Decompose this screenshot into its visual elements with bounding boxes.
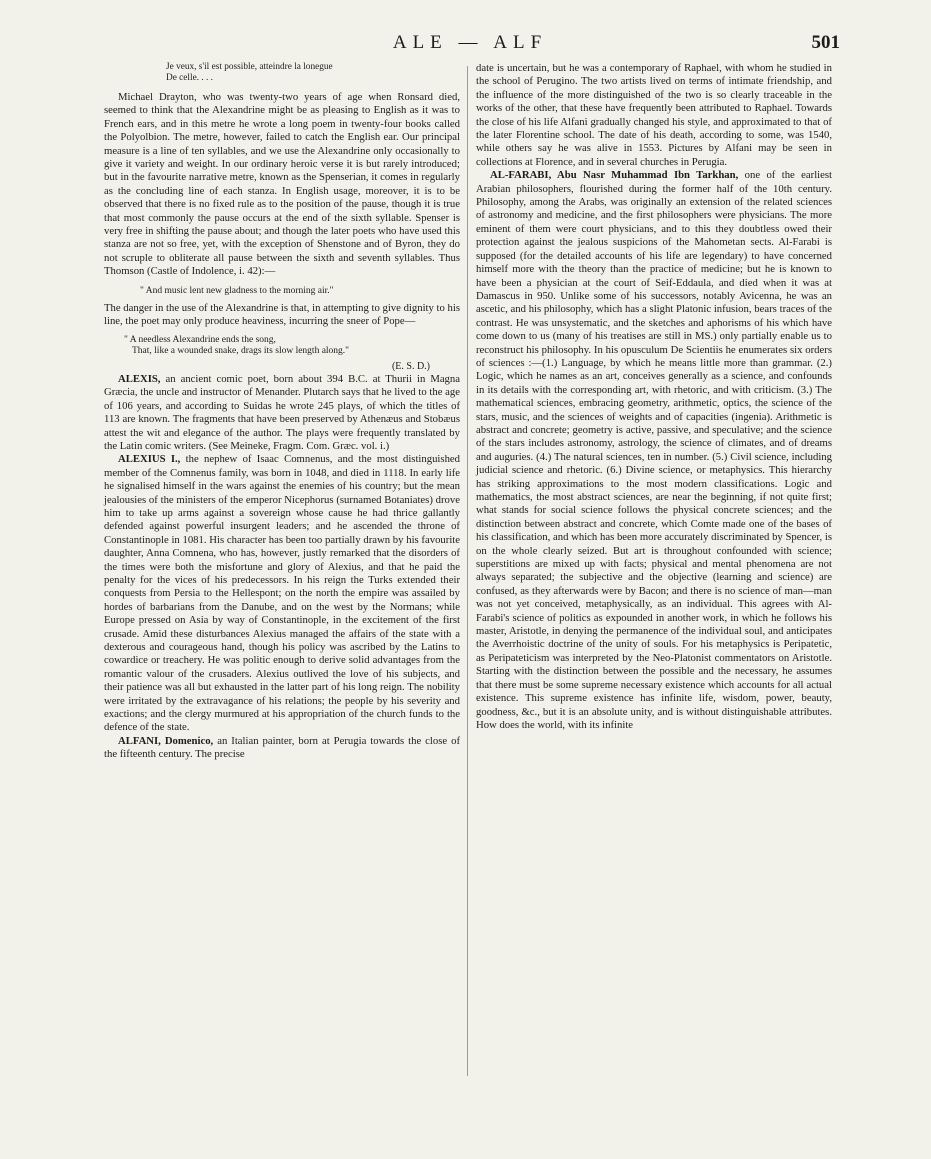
entry-text: an ancient comic poet, born about 394 B.C. at Thurii in Magna Græcia, the uncle and instructor of Menander. Plutarch says that he lived to the age of 106 years, and according to Suidas he wrote 245 plays, of which the titles of 113 are known. The fragments that have been preserved by Athenæus and Stobæus attest the wit and elegance of the author. The plays were frequently translated by the Latin comic writers. (See Meineke, Fragm. Com. Græc. vol. i.): [104, 372, 460, 452]
entry-text: an Italian painter, born at Perugia towards the close of the fifteenth century. The precise: [104, 734, 460, 761]
running-head: ALE — ALF: [392, 32, 548, 53]
entry-alexius: [104, 453, 460, 735]
verse-line: Je veux, s'il est possible, atteindre la lonegue: [166, 62, 333, 72]
quote-pope: [124, 335, 460, 358]
quote-line: " A needless Alexandrine ends the song,: [124, 334, 276, 345]
headword: ALEXIS,: [118, 372, 161, 385]
entry-alfarabi: [476, 169, 832, 732]
paragraph-danger: The danger in the use of the Alexandrine is that, in attempting to give dignity to his line, the poet may only produce heaviness, incurring the sneer of Pope—: [104, 301, 460, 328]
headword: ALFANI, Domenico,: [118, 734, 214, 747]
headword: ALEXIUS I.,: [118, 453, 181, 466]
right-column: [476, 62, 832, 732]
entry-text: one of the earliest Arabian philosophers, flourished during the former half of the 10th century. Philosophy, among the Arabs, was originally an extension of the related sciences of astronomy and medicine, and the first philosophers were physicians. The more eminent of them were court physicians, and to this they doubtless owed their protection against the jealous suspicions of the Mahometan sects. Al-Farabi is supposed (for the detailed accounts of his life are legendary) to have concerned himself more with the theory than the practice of medicine; but he is known to have been a physician at the court of Seif-Eddaula, and died when it was at Damascus in 950. Unlike some of his successors, notably Avicenna, he was an ascetic, and his philosophy, which has a slight Platonic infusion, bears traces of the contrast. He was unsystematic, and the sketches and aphorisms of his which have come down to us (many of his treatises are still in MS.) only partially enable us to reconstruct his philosophy. In his opusculum De Scientiis he enumerates six orders of sciences :—(1.) Language, by which he means little more than grammar. (2.) Logic, which he names as an art, conceives generally as a science, and confounds in its details with the corresponding art, with rhetoric, and with criticism. (3.) The mathematical sciences, embracing geometry, arithmetic, optics, the science of the stars, music, and the sciences of weights and of capacities (ingenia). Arithmetic is abstract and concrete; geometry is active, passive, and speculative; and the science of the stars includes astronomy, astrology, the science of climates, and of dreams and auguries. (4.) The natural sciences, ten in number. (5.) Civil science, including judicial science and rhetoric. (6.) Divine science, or metaphysics. This hierarchy has striking approximations to the most modern classifications. Logic and mathematics, the most abstract sciences, are near the beginning, if not quite first; what stands for social science follows the physical concrete sciences; and the distinction between abstract and concrete, which Comte made one of the bases of his classification, and which has been more accurately discriminated by Spencer, is on the whole clearly seized. But art is throughout confounded with science; superstitions are mixed up with facts; physical and mental phenomena are not always separated; the subjective and the objective (learning and science) are confused, as they afterwards were by Bacon; and there is no science of man—man was not yet conceived, metaphysically, as an individual. This agrees with Al-Farabi's science of politics as expounded in another work, in which he follows his master, Aristotle, in denying the permanence of the individual soul, and anticipates the Averrhoistic doctrine of the unity of souls. For his metaphysics is Peripatetic, as Peripateticism was interpreted by the Neo-Platonist commentators on Aristotle. Starting with the distinction between the possible and the necessary, he assumes that there must be some supreme necessary existence which accounts for all actual existence. This supreme existence has infinite life, wisdom, power, beauty, goodness, &c., but it is an absolute unity, and is without distinguishable attributes. How does the world, with its infinite: [476, 169, 833, 731]
verse-line: De celle. . . .: [166, 73, 213, 83]
entry-text: the nephew of Isaac Comnenus, and the most distinguished member of the Comnenus family, was born in 1048, and died in 1118. In early life he signalised himself in the wars against the enemies of his country; but the mean jealousies of the ministers of the emperor Nicephorus (surnamed Botaniates) drove him to take up arms against a sovereign whose cause he had thrice gallantly defended against powerful insurgent leaders; and he ascended the throne of Constantinople in 1081. His character has been too partially drawn by his favourite daughter, Anna Comnena, who has, however, justly remarked that the disorders of the times were both the misfortune and glory of Alexius, and that he paid the penalty for the vices of his predecessors. In his reign the Turks extended their conquests from Persia to the Hellespont; on the north the empire was assailed by hordes of barbarians from the Danube, and on the west by the Normans; while Europe pressed on Asia by way of Constantinople, in the excitement of the first crusade. Amid these disturbances Alexius managed the affairs of the state with a dexterous and courageous hand, though his policy was ascribed by the Latins to cowardice or treachery. He was politic enough to derive solid advantages from the romantic valour of the crusaders. Alexius outlived the love of his subjects, and their patience was all but exhausted in the latter part of his long reign. The nobility were irritated by the extravagance of his relations; the people by his severity and exactions; and the clergy murmured at his appropriation of the church funds to the defence of the state.: [104, 453, 460, 734]
paragraph-alfani-continued: date is uncertain, but he was a contemporary of Raphael, with whom he studied in the school of Perugino. The two artists lived on terms of intimate friendship, and the influence of the more distinguished of the two is so clearly traceable in the works of the other, that these have frequently been attributed to Raphael. Towards the close of his life Alfani gradually changed his style, and approximated to that of the later Florentine school. The date of his death, according to some, was 1540, while others say he was alive in 1553. Pictures by Alfani may be seen in collections at Florence, and in several churches in Perugia.: [476, 62, 832, 168]
author-signature: (E. S. D.): [391, 360, 430, 372]
entry-alfani: [104, 735, 460, 762]
headword: AL-FARABI, Abu Nasr Muhammad Ibn Tarkhan,: [490, 169, 739, 182]
french-verse: [166, 62, 460, 84]
left-column: [104, 62, 460, 762]
entry-alexis: [104, 373, 460, 453]
quote-line: That, like a wounded snake, drags its slow length along.": [132, 346, 350, 356]
page-header: [100, 30, 840, 58]
paragraph-drayton: Michael Drayton, who was twenty-two years of age when Ronsard died, seemed to think that the Alexandrine might be as pleasing to English as it was to French ears, and in this metre he wrote a long poem in twenty-four books called the Polyolbion. The metre, however, failed to catch the English ear. Our principal measure is a line of ten syllables, and we use the Alexandrine only occasionally to give it variety and weight. In our ordinary heroic verse it is but rarely introduced; but in the favourite narrative metre, known as the Spenserian, it comes in regularly as the concluding line of each stanza. In English usage, moreover, it is to be observed that there is no fixed rule as to the position of the pause, though it is true that most commonly the pause occurs at the end of the sixth syllable. Spenser is very free in shifting the pause about; and though the later poets who have used this stanza are not so free, yet, with the exception of Shenstone and of Byron, they do not scruple to obliterate all pause between the sixth and seventh syllables. Thus Thomson (Castle of Indolence, i. 42):—: [104, 91, 460, 278]
page-number: 501: [811, 32, 840, 53]
column-divider: [467, 66, 468, 1076]
quote-thomson: " And music lent new gladness to the morning air.": [140, 285, 334, 296]
